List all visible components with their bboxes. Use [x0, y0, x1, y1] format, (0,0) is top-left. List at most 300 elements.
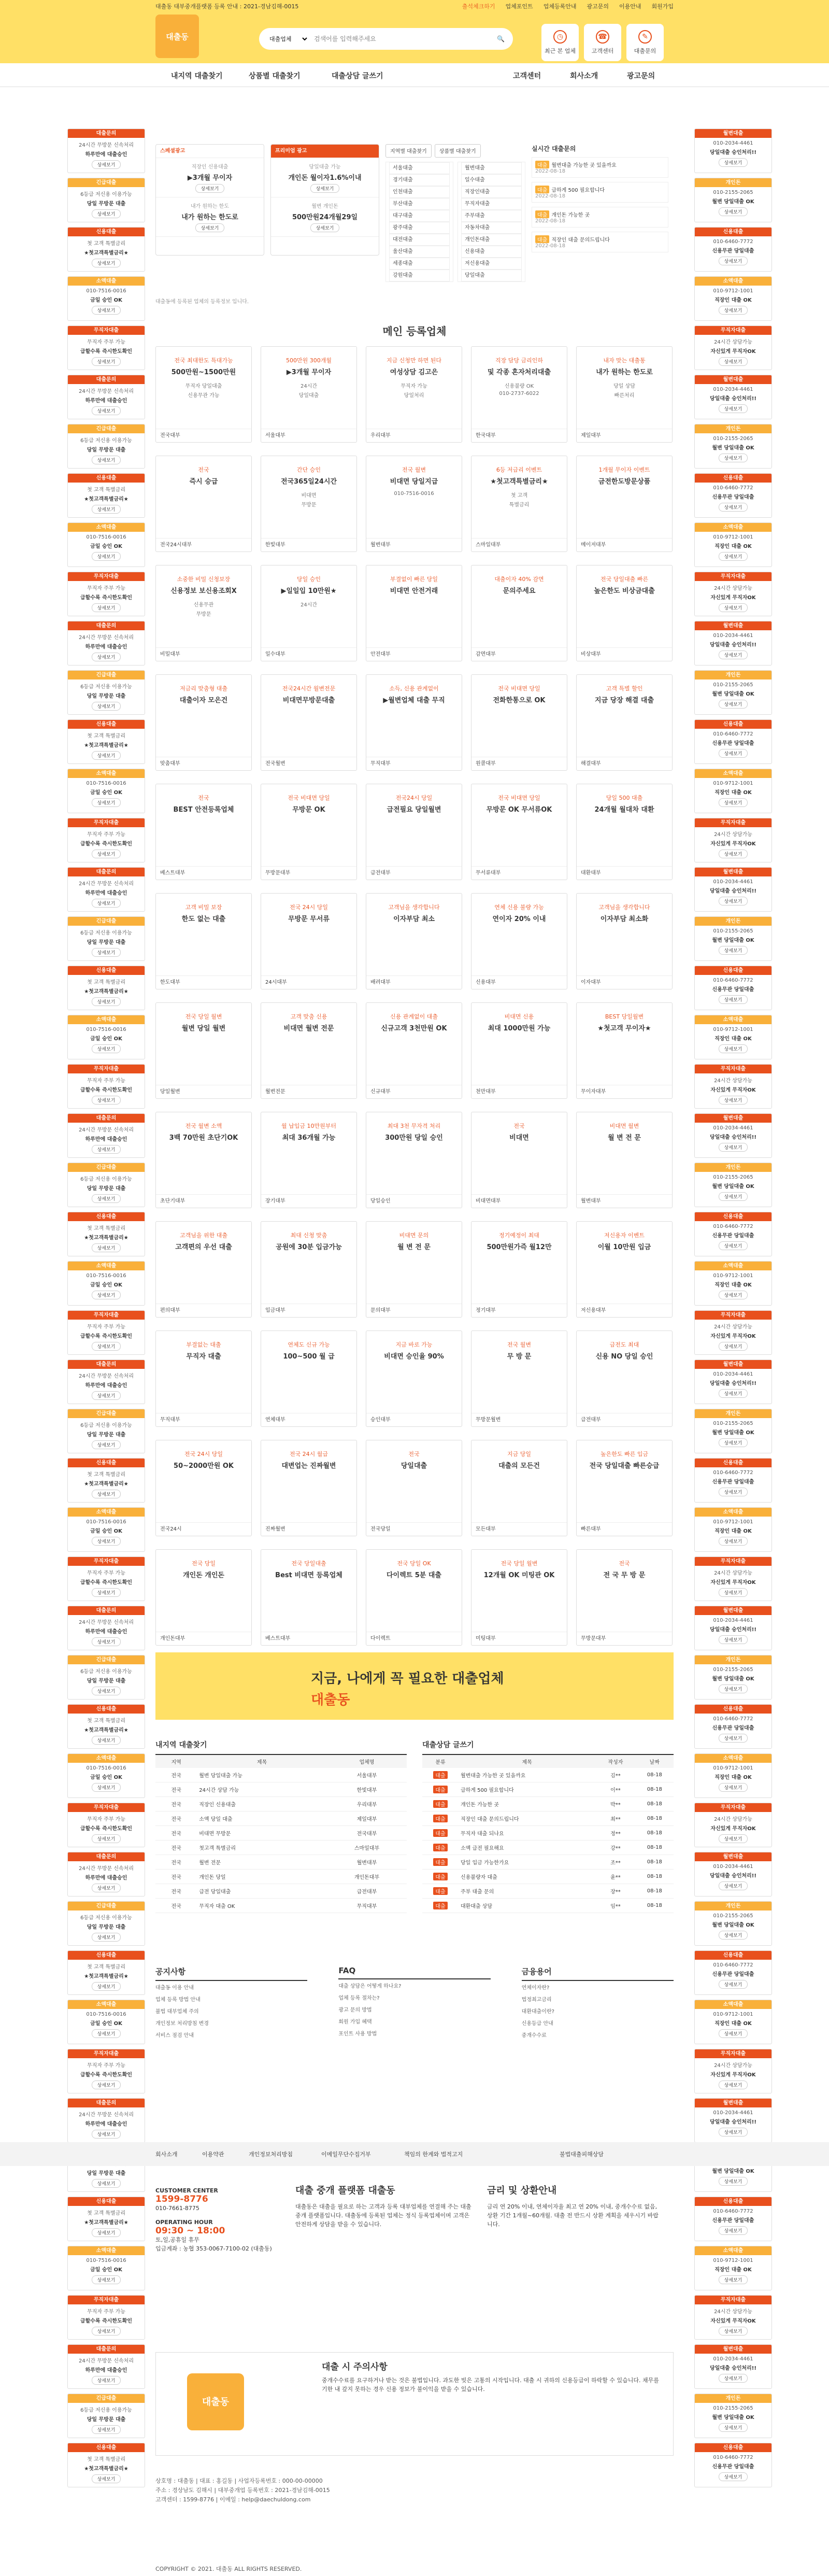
cs-button[interactable]: ☎ 고객센터	[584, 24, 621, 61]
side-ad-button[interactable]: 상세보기	[92, 1291, 121, 1299]
company-card[interactable]	[261, 1440, 357, 1536]
footer-link[interactable]: 회사소개	[155, 2151, 178, 2158]
table-row[interactable]	[422, 1884, 674, 1899]
side-ad-button[interactable]: 상세보기	[719, 1588, 748, 1597]
side-ad[interactable]	[67, 2000, 145, 2044]
side-ad-button[interactable]: 상세보기	[719, 552, 748, 561]
side-ad-button[interactable]: 상세보기	[92, 160, 121, 169]
company-card[interactable]	[471, 1221, 567, 1318]
top-link-points[interactable]: 업체포인트	[505, 3, 533, 10]
side-ad[interactable]	[694, 1655, 772, 1700]
side-ad-button[interactable]: 상세보기	[92, 2474, 121, 2483]
side-ad[interactable]	[67, 2295, 145, 2340]
product-item[interactable]: 당일대출	[461, 270, 522, 281]
company-card[interactable]	[155, 1221, 252, 1318]
board-item[interactable]: 중개수수료	[521, 2033, 547, 2039]
side-ad-button[interactable]: 상세보기	[719, 700, 748, 709]
side-ad[interactable]	[67, 1064, 145, 1109]
side-ad-button[interactable]: 상세보기	[92, 1687, 121, 1695]
side-ad[interactable]	[694, 966, 772, 1010]
board-item[interactable]: 업체 등록 절차는?	[338, 1995, 380, 2001]
side-ad[interactable]	[694, 473, 772, 518]
side-ad-button[interactable]: 상세보기	[92, 2130, 121, 2139]
side-ad[interactable]	[694, 2295, 772, 2340]
side-ad-button[interactable]: 상세보기	[92, 2275, 121, 2284]
search-icon[interactable]: 🔍	[497, 35, 505, 43]
side-ad-button[interactable]: 상세보기	[92, 2228, 121, 2237]
mini-ad[interactable]: 직장인 신용대출 ▶3개월 무이자 상세보기	[156, 158, 264, 197]
side-ad[interactable]	[694, 1212, 772, 1256]
board-item[interactable]: 개인정보 처리방침 변경	[155, 2021, 209, 2027]
top-link-register[interactable]: 업체등록안내	[543, 3, 577, 10]
product-item[interactable]: 신용대출	[461, 246, 522, 258]
recent-button[interactable]: ◷ 최근 본 업체	[541, 24, 579, 61]
side-ad[interactable]	[67, 2443, 145, 2487]
side-ad[interactable]	[67, 2394, 145, 2438]
side-ad-button[interactable]: 상세보기	[719, 1980, 748, 1989]
side-ad[interactable]	[694, 178, 772, 222]
side-ad[interactable]	[67, 670, 145, 715]
side-ad-button[interactable]: 상세보기	[92, 653, 121, 661]
side-ad[interactable]	[694, 1753, 772, 1798]
side-ad[interactable]	[67, 1950, 145, 1995]
table-row[interactable]	[422, 1826, 674, 1841]
side-ad[interactable]	[67, 2098, 145, 2143]
board-item[interactable]: 신용등급 안내	[521, 2021, 553, 2027]
side-ad[interactable]	[67, 1409, 145, 1453]
company-card[interactable]	[366, 1440, 462, 1536]
company-card[interactable]	[471, 346, 567, 443]
side-ad[interactable]	[67, 1901, 145, 1946]
company-card[interactable]	[576, 565, 673, 661]
side-ad-button[interactable]: 상세보기	[92, 850, 121, 858]
table-row[interactable]	[422, 1768, 674, 1782]
company-card[interactable]	[576, 1440, 673, 1536]
side-ad-button[interactable]: 상세보기	[719, 1685, 748, 1693]
side-ad[interactable]	[694, 2000, 772, 2044]
side-ad-button[interactable]: 상세보기	[719, 2472, 748, 2481]
side-ad-button[interactable]: 상세보기	[719, 454, 748, 462]
company-card[interactable]	[471, 456, 567, 552]
side-ad-button[interactable]: 상세보기	[92, 209, 121, 218]
side-ad[interactable]	[694, 424, 772, 469]
table-row[interactable]	[155, 1870, 407, 1884]
side-ad[interactable]	[67, 522, 145, 567]
side-ad[interactable]	[67, 2049, 145, 2093]
side-ad-button[interactable]: 상세보기	[92, 1783, 121, 1792]
side-ad-button[interactable]: 상세보기	[92, 357, 121, 366]
side-ad-button[interactable]: 상세보기	[719, 1635, 748, 1644]
side-ad-button[interactable]: 상세보기	[719, 158, 748, 167]
company-card[interactable]	[576, 346, 673, 443]
side-ad-button[interactable]: 상세보기	[92, 1588, 121, 1597]
top-link-attendance[interactable]: 출석체크하기	[462, 3, 495, 10]
region-item[interactable]: 세종대출	[389, 258, 450, 270]
side-ad[interactable]	[694, 1556, 772, 1601]
table-row[interactable]	[422, 1841, 674, 1855]
side-ad-button[interactable]: 상세보기	[719, 2423, 748, 2432]
side-ad[interactable]	[694, 1458, 772, 1503]
side-ad-button[interactable]: 상세보기	[719, 1734, 748, 1743]
company-card[interactable]	[366, 784, 462, 880]
side-ad[interactable]	[67, 867, 145, 912]
nav-about[interactable]: 회사소개	[570, 72, 598, 80]
company-card[interactable]	[261, 1002, 357, 1099]
side-ad-button[interactable]: 상세보기	[719, 850, 748, 858]
side-ad[interactable]	[694, 1852, 772, 1896]
company-card[interactable]	[471, 1549, 567, 1646]
company-card[interactable]	[471, 565, 567, 661]
side-ad[interactable]	[694, 129, 772, 173]
side-ad[interactable]	[694, 670, 772, 715]
side-ad-button[interactable]: 상세보기	[92, 798, 121, 807]
side-ad[interactable]	[694, 1606, 772, 1650]
company-card[interactable]	[261, 565, 357, 661]
table-row[interactable]	[422, 1797, 674, 1811]
side-ad-button[interactable]: 상세보기	[92, 306, 121, 315]
side-ad-button[interactable]: 상세보기	[92, 603, 121, 612]
side-ad[interactable]	[67, 1212, 145, 1256]
side-ad[interactable]	[67, 424, 145, 469]
company-card[interactable]	[471, 784, 567, 880]
side-ad-button[interactable]: 상세보기	[719, 207, 748, 216]
board-item[interactable]: 포인트 사용 방법	[338, 2031, 377, 2037]
company-card[interactable]	[155, 674, 252, 771]
side-ad-button[interactable]: 상세보기	[92, 2376, 121, 2385]
side-ad[interactable]	[694, 572, 772, 616]
side-ad[interactable]	[67, 1163, 145, 1207]
company-card[interactable]	[471, 1112, 567, 1208]
table-row[interactable]	[422, 1899, 674, 1913]
side-ad-button[interactable]: 상세보기	[719, 1834, 748, 1843]
company-card[interactable]	[471, 893, 567, 989]
side-ad[interactable]	[694, 1803, 772, 1847]
side-ad-button[interactable]: 상세보기	[719, 1881, 748, 1890]
side-ad[interactable]	[67, 1458, 145, 1503]
side-ad[interactable]	[67, 1310, 145, 1355]
mini-ad[interactable]: 당일대출 가능 개인돈 월이자1.6%이내 상세보기	[271, 158, 379, 197]
company-card[interactable]	[576, 893, 673, 989]
side-ad-button[interactable]: 상세보기	[92, 1440, 121, 1449]
company-card[interactable]	[576, 674, 673, 771]
search-input[interactable]	[314, 35, 492, 43]
side-ad-button[interactable]: 상세보기	[719, 1241, 748, 1250]
company-card[interactable]	[261, 456, 357, 552]
side-ad-button[interactable]: 상세보기	[92, 1736, 121, 1745]
side-ad-button[interactable]: 상세보기	[719, 650, 748, 659]
company-card[interactable]	[366, 346, 462, 443]
side-ad[interactable]	[67, 276, 145, 321]
company-card[interactable]	[366, 1221, 462, 1318]
top-link-guide[interactable]: 이용안내	[619, 3, 641, 10]
board-item[interactable]: 서비스 점검 안내	[155, 2033, 194, 2039]
side-ad[interactable]	[67, 375, 145, 419]
board-item[interactable]: 불법 대부업체 주의	[155, 2009, 199, 2015]
side-ad-button[interactable]: 상세보기	[719, 995, 748, 1004]
side-ad[interactable]	[694, 1409, 772, 1453]
table-row[interactable]	[422, 1811, 674, 1826]
side-ad[interactable]	[694, 621, 772, 666]
side-ad[interactable]	[694, 1113, 772, 1158]
side-ad-button[interactable]: 상세보기	[719, 946, 748, 955]
side-ad-button[interactable]: 상세보기	[719, 2327, 748, 2336]
company-card[interactable]	[155, 893, 252, 989]
side-ad[interactable]	[67, 621, 145, 666]
table-row[interactable]	[422, 1782, 674, 1797]
side-ad-button[interactable]: 상세보기	[92, 1637, 121, 1646]
side-ad-button[interactable]: 상세보기	[719, 2275, 748, 2284]
table-row[interactable]	[155, 1782, 407, 1797]
region-item[interactable]: 울산대출	[389, 246, 450, 258]
product-item[interactable]: 자동차대출	[461, 222, 522, 234]
footer-link[interactable]: 이메일무단수집거부	[321, 2151, 371, 2158]
region-item[interactable]: 인천대출	[389, 186, 450, 198]
side-ad-button[interactable]: 상세보기	[719, 1537, 748, 1546]
side-ad[interactable]	[694, 2443, 772, 2487]
company-card[interactable]	[576, 1221, 673, 1318]
table-row[interactable]	[422, 1855, 674, 1870]
company-card[interactable]	[261, 784, 357, 880]
company-card[interactable]	[155, 565, 252, 661]
side-ad-button[interactable]: 상세보기	[719, 503, 748, 512]
side-ad[interactable]	[694, 227, 772, 272]
side-ad-button[interactable]: 상세보기	[92, 406, 121, 415]
side-ad-button[interactable]: 상세보기	[92, 1194, 121, 1203]
side-ad[interactable]	[67, 1655, 145, 1700]
side-ad-button[interactable]: 상세보기	[92, 1834, 121, 1843]
company-card[interactable]	[155, 1549, 252, 1646]
board-item[interactable]: 광고 문의 방법	[338, 2007, 372, 2013]
side-ad-button[interactable]: 상세보기	[719, 2029, 748, 2038]
company-card[interactable]	[155, 346, 252, 443]
company-card[interactable]	[261, 893, 357, 989]
side-ad[interactable]	[67, 473, 145, 518]
footer-link[interactable]: 이용약관	[202, 2151, 224, 2158]
side-ad-button[interactable]: 상세보기	[719, 404, 748, 413]
company-card[interactable]	[576, 1331, 673, 1427]
company-card[interactable]	[366, 1331, 462, 1427]
side-ad-button[interactable]: 상세보기	[719, 2128, 748, 2136]
company-card[interactable]	[471, 1331, 567, 1427]
side-ad-button[interactable]: 상세보기	[92, 1537, 121, 1546]
side-ad-button[interactable]: 상세보기	[92, 1933, 121, 1942]
side-ad[interactable]	[67, 966, 145, 1010]
side-ad[interactable]	[694, 1901, 772, 1946]
side-ad[interactable]	[67, 1606, 145, 1650]
side-ad-button[interactable]: 상세보기	[719, 306, 748, 315]
board-item[interactable]: 대출 상담은 어떻게 하나요?	[338, 1984, 402, 1989]
mini-ad[interactable]: 내가 원하는 한도 내가 원하는 한도로 상세보기	[156, 197, 264, 237]
side-ad-button[interactable]: 상세보기	[719, 749, 748, 758]
side-ad-button[interactable]: 상세보기	[92, 552, 121, 561]
region-item[interactable]: 광주대출	[389, 222, 450, 234]
side-ad[interactable]	[67, 1852, 145, 1896]
side-ad-button[interactable]: 상세보기	[92, 2029, 121, 2038]
side-ad-button[interactable]: 상세보기	[92, 1884, 121, 1892]
realtime-item[interactable]	[532, 232, 668, 252]
side-ad[interactable]	[67, 1704, 145, 1749]
top-link-join[interactable]: 회원가입	[651, 3, 674, 10]
side-ad[interactable]	[67, 719, 145, 764]
product-item[interactable]: 주부대출	[461, 210, 522, 222]
side-ad[interactable]	[694, 522, 772, 567]
side-ad-button[interactable]: 상세보기	[719, 798, 748, 807]
side-ad[interactable]	[67, 1261, 145, 1306]
table-row[interactable]	[155, 1797, 407, 1811]
side-ad[interactable]	[67, 2197, 145, 2241]
side-ad-button[interactable]: 상세보기	[719, 897, 748, 905]
side-ad[interactable]	[67, 818, 145, 862]
company-card[interactable]	[366, 674, 462, 771]
table-row[interactable]	[155, 1884, 407, 1899]
side-ad-button[interactable]: 상세보기	[719, 1783, 748, 1792]
side-ad-button[interactable]: 상세보기	[92, 1342, 121, 1351]
company-card[interactable]	[366, 1549, 462, 1646]
side-ad-button[interactable]: 상세보기	[92, 1044, 121, 1053]
side-ad[interactable]	[694, 2394, 772, 2438]
side-ad-button[interactable]: 상세보기	[92, 1096, 121, 1105]
product-item[interactable]: 일수대출	[461, 174, 522, 186]
company-card[interactable]	[261, 674, 357, 771]
region-item[interactable]: 서울대출	[389, 162, 450, 174]
side-ad-button[interactable]: 상세보기	[92, 899, 121, 908]
side-ad[interactable]	[694, 1704, 772, 1749]
side-ad-button[interactable]: 상세보기	[92, 2080, 121, 2089]
cs-phone[interactable]: 1599-8776	[155, 2194, 208, 2204]
side-ad[interactable]	[694, 1064, 772, 1109]
side-ad[interactable]	[694, 2344, 772, 2389]
company-card[interactable]	[155, 1002, 252, 1099]
side-ad-button[interactable]: 상세보기	[719, 1291, 748, 1299]
side-ad-button[interactable]: 상세보기	[719, 1192, 748, 1201]
company-card[interactable]	[261, 346, 357, 443]
realtime-item[interactable]	[532, 157, 668, 178]
side-ad-button[interactable]: 상세보기	[719, 603, 748, 612]
realtime-item[interactable]	[532, 207, 668, 228]
table-row[interactable]	[155, 1899, 407, 1913]
company-card[interactable]	[261, 1221, 357, 1318]
table-row[interactable]	[155, 1826, 407, 1841]
side-ad-button[interactable]: 상세보기	[719, 1044, 748, 1053]
side-ad[interactable]	[67, 178, 145, 222]
side-ad[interactable]	[694, 276, 772, 321]
side-ad-button[interactable]: 상세보기	[92, 456, 121, 464]
nav-product[interactable]: 상품별 대출찾기	[249, 72, 301, 80]
table-row[interactable]	[155, 1841, 407, 1855]
side-ad[interactable]	[694, 2246, 772, 2290]
realtime-item[interactable]	[532, 182, 668, 203]
side-ad-button[interactable]: 상세보기	[719, 257, 748, 265]
logo[interactable]: 대출동	[155, 15, 199, 58]
company-card[interactable]	[366, 893, 462, 989]
company-card[interactable]	[366, 1112, 462, 1208]
side-ad-button[interactable]: 상세보기	[92, 751, 121, 760]
company-card[interactable]	[471, 1440, 567, 1536]
footer-link[interactable]: 개인정보처리방침	[249, 2151, 293, 2158]
side-ad[interactable]	[67, 769, 145, 813]
side-ad-button[interactable]: 상세보기	[92, 1490, 121, 1498]
company-card[interactable]	[155, 1331, 252, 1427]
tab-product[interactable]: 상품별 대출찾기	[435, 144, 481, 158]
company-card[interactable]	[261, 1112, 357, 1208]
side-ad[interactable]	[67, 129, 145, 173]
side-ad[interactable]	[694, 916, 772, 961]
table-row[interactable]	[155, 1811, 407, 1826]
side-ad[interactable]	[694, 1310, 772, 1355]
footer-link[interactable]: 책임의 한계와 법적고지	[404, 2151, 463, 2158]
side-ad[interactable]	[694, 2098, 772, 2143]
footer-link[interactable]: 불법대출피해상담	[560, 2151, 604, 2158]
side-ad-button[interactable]: 상세보기	[92, 505, 121, 514]
side-ad[interactable]	[694, 1163, 772, 1207]
table-row[interactable]	[155, 1768, 407, 1782]
side-ad-button[interactable]: 상세보기	[719, 1438, 748, 1447]
side-ad-button[interactable]: 상세보기	[719, 1389, 748, 1398]
side-ad[interactable]	[67, 1556, 145, 1601]
company-card[interactable]	[366, 456, 462, 552]
company-card[interactable]	[366, 565, 462, 661]
region-item[interactable]: 대전대출	[389, 234, 450, 246]
side-ad-button[interactable]: 상세보기	[719, 1143, 748, 1152]
side-ad[interactable]	[67, 1803, 145, 1847]
company-card[interactable]	[366, 1002, 462, 1099]
side-ad[interactable]	[694, 1950, 772, 1995]
table-row[interactable]	[422, 1870, 674, 1884]
nav-cs[interactable]: 고객센터	[513, 72, 541, 80]
table-row[interactable]	[155, 1855, 407, 1870]
side-ad[interactable]	[67, 1507, 145, 1552]
side-ad[interactable]	[67, 2246, 145, 2290]
side-ad-button[interactable]: 상세보기	[92, 1391, 121, 1400]
product-item[interactable]: 무직자대출	[461, 198, 522, 210]
side-ad[interactable]	[694, 375, 772, 419]
side-ad[interactable]	[694, 2197, 772, 2241]
side-ad[interactable]	[67, 916, 145, 961]
side-ad-button[interactable]: 상세보기	[92, 1145, 121, 1154]
side-ad[interactable]	[694, 2049, 772, 2093]
side-ad[interactable]	[694, 1261, 772, 1306]
side-ad-button[interactable]: 상세보기	[719, 2080, 748, 2089]
side-ad-button[interactable]: 상세보기	[719, 1096, 748, 1105]
company-card[interactable]	[261, 1549, 357, 1646]
company-card[interactable]	[576, 1112, 673, 1208]
side-ad[interactable]	[694, 1360, 772, 1404]
search-category-select[interactable]	[267, 35, 309, 43]
board-item[interactable]: 대환대출이란?	[521, 2009, 554, 2015]
board-item[interactable]: 대출동 이용 안내	[155, 1985, 194, 1991]
nav-region[interactable]: 내지역 대출찾기	[171, 72, 223, 80]
product-item[interactable]: 저신용대출	[461, 258, 522, 270]
mini-ad[interactable]: 월변 개인돈 500만원24개월29일 상세보기	[271, 197, 379, 237]
side-ad-button[interactable]: 상세보기	[92, 2327, 121, 2336]
board-item[interactable]: 회원 가입 혜택	[338, 2019, 372, 2025]
board-item[interactable]: 업체 등록 방법 안내	[155, 1997, 201, 2003]
board-item[interactable]: 연체이자란?	[521, 1985, 550, 1991]
side-ad[interactable]	[67, 1753, 145, 1798]
company-card[interactable]	[261, 1331, 357, 1427]
side-ad[interactable]	[67, 572, 145, 616]
side-ad-button[interactable]: 상세보기	[719, 1931, 748, 1940]
side-ad-button[interactable]: 상세보기	[92, 259, 121, 267]
company-card[interactable]	[471, 674, 567, 771]
company-card[interactable]	[155, 1440, 252, 1536]
side-ad-button[interactable]: 상세보기	[92, 1982, 121, 1991]
side-ad[interactable]	[694, 818, 772, 862]
side-ad[interactable]	[694, 769, 772, 813]
company-card[interactable]	[155, 1112, 252, 1208]
side-ad[interactable]	[694, 867, 772, 912]
side-ad[interactable]	[67, 1360, 145, 1404]
